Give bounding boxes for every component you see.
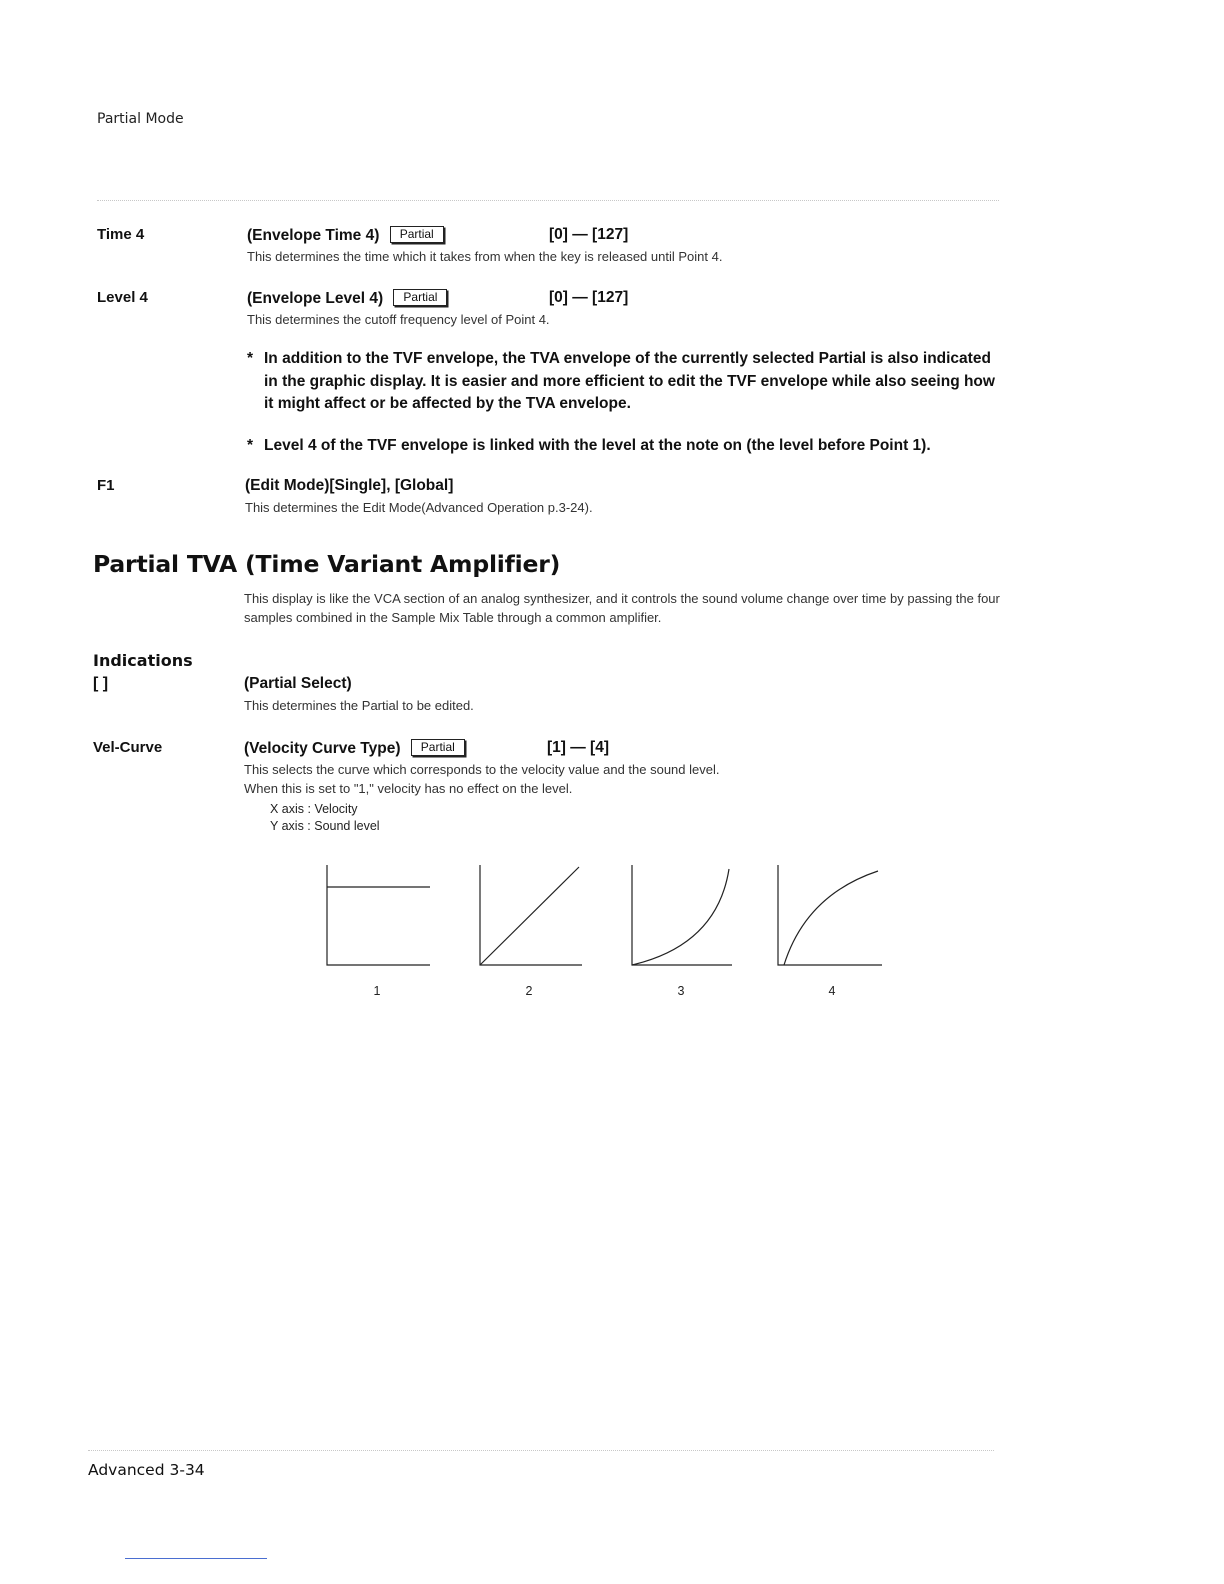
term-vel-curve: Vel-Curve: [93, 739, 163, 756]
heading-text: (Envelope Level 4): [247, 290, 384, 307]
term-time-4: Time 4: [97, 226, 145, 243]
curve-3-axes: [632, 865, 732, 965]
heading-envelope-level-4: [247, 289, 447, 308]
curve-2-line: [480, 867, 579, 965]
curve-label-4: 4: [828, 984, 836, 998]
y-axis-note: Y axis : Sound level: [270, 819, 380, 833]
range-time-4: [0] — [127]: [549, 226, 629, 243]
curve-4: [778, 865, 882, 965]
curve-2: [480, 865, 582, 965]
running-head: Partial Mode: [97, 111, 184, 127]
curve-3-line: [632, 869, 729, 965]
indications-heading: Indications: [93, 651, 193, 670]
velocity-curves-diagram: [320, 855, 890, 975]
section-intro: This display is like the VCA section of an analog synthesizer, and it controls the sound volume change over time by passing the four samples combined in the Sample Mix Table through a common amplifier.: [244, 591, 1000, 625]
top-rule: [97, 200, 999, 201]
heading-text: (Velocity Curve Type): [244, 740, 401, 757]
partial-badge: Partial: [390, 226, 444, 243]
desc-time-4: This determines the time which it takes from when the key is released until Point 4.: [247, 249, 723, 264]
curve-1: [327, 865, 430, 965]
bottom-rule: [88, 1450, 994, 1451]
range-vel-curve: [1] — [4]: [547, 739, 609, 756]
curve-4-line: [784, 871, 878, 965]
range-level-4: [0] — [127]: [549, 289, 629, 306]
note-level-link: [247, 435, 998, 458]
curve-label-3: 3: [677, 984, 685, 998]
page-footer: Advanced 3-34: [88, 1461, 205, 1479]
heading-velocity-curve-type: [244, 739, 465, 758]
desc-partial-select: This determines the Partial to be edited.: [244, 698, 474, 713]
curve-label-1: 1: [373, 984, 381, 998]
curve-3: [632, 865, 732, 965]
desc-vel-curve-2: When this is set to "1," velocity has no effect on the level.: [244, 781, 573, 796]
desc-level-4: This determines the cutoff frequency level of Point 4.: [247, 312, 550, 327]
note-tva-display: [247, 348, 998, 416]
heading-envelope-time-4: [247, 226, 444, 245]
curve-1-axes: [327, 865, 430, 965]
curve-4-axes: [778, 865, 882, 965]
heading-text: (Envelope Time 4): [247, 227, 380, 244]
term-f1: F1: [97, 477, 115, 494]
desc-edit-mode: This determines the Edit Mode(Advanced Operation p.3-24).: [245, 500, 593, 515]
term-partial-select: [ ]: [93, 675, 109, 692]
note-bullet: *: [247, 437, 254, 454]
x-axis-note: X axis : Velocity: [270, 802, 358, 816]
note-text: In addition to the TVF envelope, the TVA envelope of the currently selected Partial is also indicated in the graphic display. It is easier and more efficient to edit the TVF envelope while also seeing how it might affect or be affected by the TVA envelope.: [264, 350, 995, 412]
desc-vel-curve-1: This selects the curve which corresponds to the velocity value and the sound level.: [244, 762, 720, 777]
partial-badge: Partial: [393, 289, 447, 306]
partial-badge: Partial: [411, 739, 465, 756]
note-text: Level 4 of the TVF envelope is linked with the level at the note on (the level before Point 1).: [264, 437, 931, 454]
bottom-accent-line: [125, 1558, 267, 1559]
heading-partial-select: (Partial Select): [244, 675, 352, 692]
note-bullet: *: [247, 350, 254, 367]
heading-edit-mode: (Edit Mode)[Single], [Global]: [245, 477, 454, 494]
term-level-4: Level 4: [97, 289, 148, 306]
curve-label-2: 2: [525, 984, 533, 998]
section-title: Partial TVA (Time Variant Amplifier): [93, 550, 561, 578]
